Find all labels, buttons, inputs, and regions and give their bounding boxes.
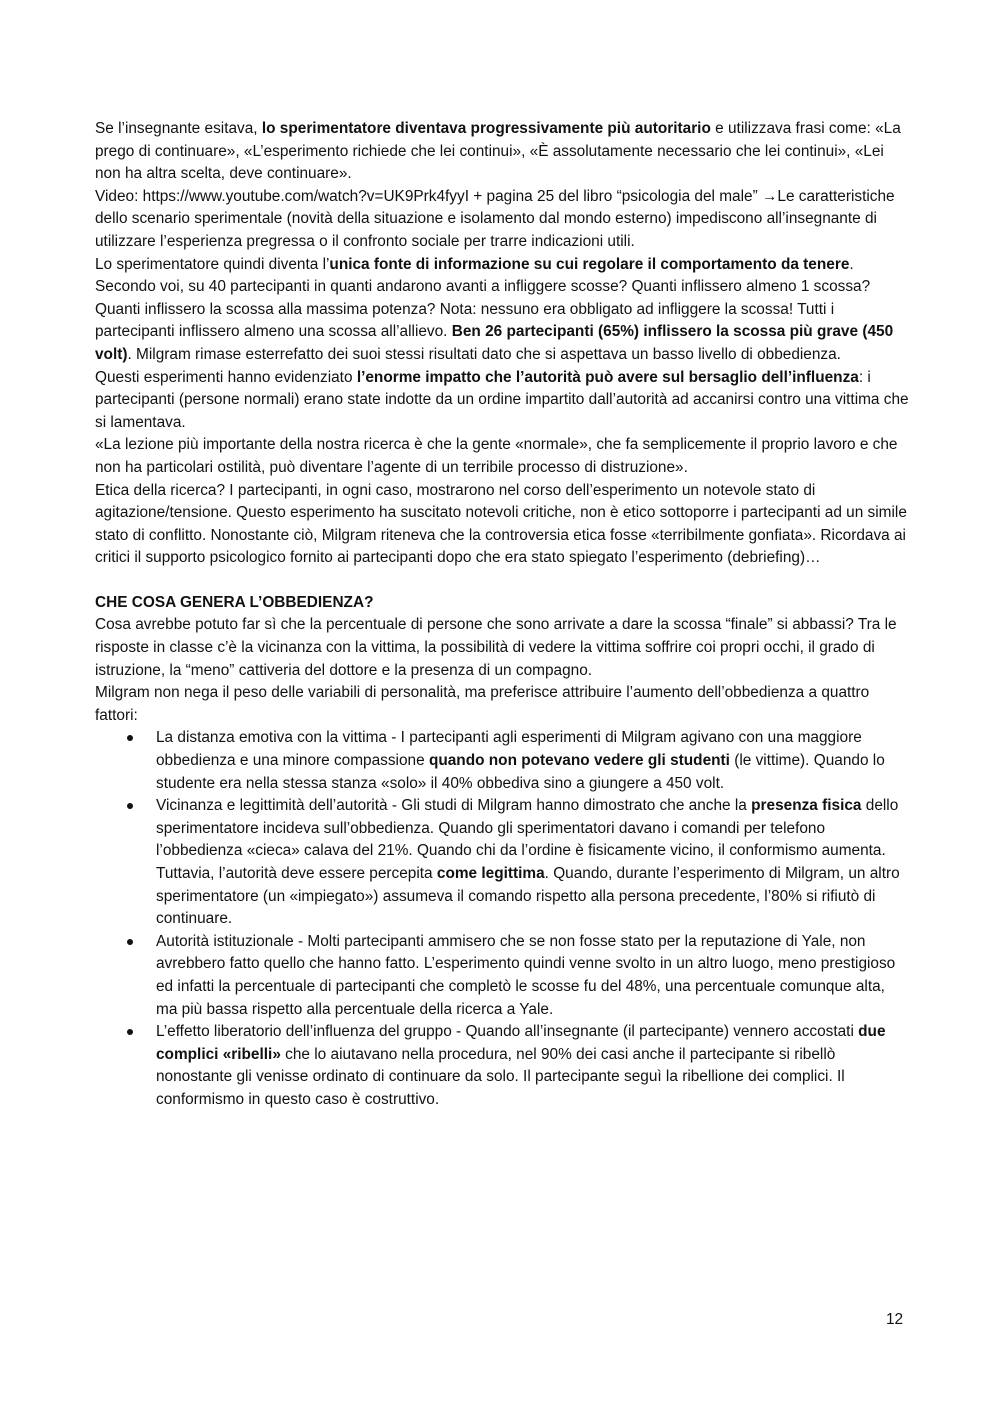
list-item-emotional-distance: [95, 727, 910, 795]
paragraph-four-factors-intro: Milgram non nega il peso delle variabili di personalità, ma preferisce attribuire l’aumento dell’obbedienza a quattro fattori:: [95, 684, 870, 724]
bold-text: come legittima: [436, 865, 545, 882]
paragraph-experimenter-authority: [95, 118, 910, 186]
text-run: La distanza emotiva con la vittima - I partecipanti agli esperimenti di Milgram agivano con una maggiore obbedienza e una minore compassione: [156, 729, 862, 770]
bullet-icon: [127, 803, 133, 809]
paragraph-research-ethics: Etica della ricerca? I partecipanti, in ogni caso, mostrarono nel corso dell’esperimento un notevole stato di agitazione/tensione. Questo esperimento ha suscitato notevoli critiche, non è etico sottoporre i partecipanti ad un simile stato di conflitto. Nonostante ciò, Milgram riteneva che la controversia etica fosse «terribilmente gonfiata». Ricordava ai critici il supporto psicologico fornito ai partecipanti dopo che era stato spiegato l’esperimento (debriefing)…: [95, 481, 907, 567]
list-item-authority-proximity: [95, 795, 910, 931]
bold-text: unica fonte di informazione su cui regolare il comportamento da tenere: [329, 255, 850, 273]
list-item-group-influence: [95, 1021, 910, 1111]
bold-text: l’enorme impatto che l’autorità può avere sul bersaglio dell’influenza: [356, 368, 859, 386]
page-number: 12: [886, 1311, 904, 1328]
bold-text: Ben 26 partecipanti (65%) inflissero la scossa più grave (450 volt): [95, 323, 894, 363]
paragraph-only-source: [95, 254, 910, 277]
text-run: che lo aiutavano nella procedura, nel 90% dei casi anche il partecipante si ribellò nonostante gli venisse ordinato di continuare da solo. Il partecipante seguì la ribellione dei complici. Il conformismo in questo caso è costruttivo.: [156, 1045, 845, 1108]
paragraph-quote: «La lezione più importante della nostra ricerca è che la gente «normale», che fa semplicemente il proprio lavoro e che non ha particolari ostilità, può diventare l’agente di un terribile processo di distruzione».: [95, 436, 898, 476]
bold-text: lo sperimentatore diventava progressivamente più autoritario: [261, 120, 711, 137]
text-run: : i partecipanti (persone normali) erano state indotte da un ordine impartito dall’autorità ad accanirsi contro una vittima che si lamentava.: [95, 368, 909, 431]
list-item-institutional-authority: [95, 931, 910, 1021]
text-run: Autorità istituzionale - Molti partecipanti ammisero che se non fosse stato per la reputazione di Yale, non avrebbero fatto quello che hanno fatto. L’esperimento quindi venne svolto in un altro luogo, meno prestigioso ed infatti la percentuale di partecipanti che completò le scosse fu del 48%, una percentuale comunque alta, ma più bassa rispetto alla percentuale della ricerca a Yale.: [156, 932, 896, 1018]
text-run: e utilizzava frasi come: «La prego di continuare», «L’esperimento richiede che lei continui», «È assolutamente necessario che lei continui», «Lei non ha altra scelta, deve continuare».: [95, 120, 901, 183]
paragraph-authority-impact: [95, 367, 910, 435]
bullet-icon: [127, 1029, 133, 1035]
text-run: dello sperimentatore incideva sull’obbedienza. Quando gli sperimentatori davano i comandi per telefono l’obbedienza «cieca» calava del 21%. Quando chi da l’ordine è fisicamente vicino, il conformismo aumenta. Tuttavia, l’autorità deve essere percepita: [156, 797, 899, 882]
text-run: (le vittime). Quando lo studente era nella stessa stanza «solo» il 40% obbediva sino a giungere a 450 volt.: [156, 752, 885, 792]
text-run: Questi esperimenti hanno evidenziato: [95, 368, 357, 386]
bold-text: due complici «ribelli»: [156, 1023, 886, 1063]
bold-text: presenza fisica: [751, 797, 862, 815]
paragraph-participants-results: [95, 276, 910, 366]
document-page: [95, 118, 910, 1112]
text-run: Lo sperimentatore quindi diventa l’: [95, 255, 330, 273]
text-run: . Milgram rimase esterrefatto dei suoi stessi risultati dato che si aspettava un basso livello di obbedienza.: [127, 345, 841, 363]
section-heading: CHE COSA GENERA L’OBBEDIENZA?: [95, 593, 374, 611]
text-run: Se l’insegnante esitava,: [95, 120, 262, 137]
paragraph-video-reference: Video: https://www.youtube.com/watch?v=UK9Prk4fyyI + pagina 25 del libro “psicologia del male” →Le caratteristiche dello scenario sperimentale (novità della situazione e isolamento dal mondo esterno) impediscono all’insegnante di utilizzare l’esperienza pregressa o il confronto sociale per trarre indicazioni utili.: [95, 187, 895, 250]
bullet-icon: [127, 939, 133, 945]
paragraph-class-answers: Cosa avrebbe potuto far sì che la percentuale di persone che sono arrivate a dare la scossa “finale” si abbassi? Tra le risposte in classe c’è la vicinanza con la vittima, la possibilità di vedere la vittima soffrire coi propri occhi, il grado di istruzione, la “meno” cattiveria del dottore e la presenza di un compagno.: [95, 616, 897, 679]
text-run: .: [849, 255, 854, 273]
paragraph-gap: [95, 570, 910, 592]
text-run: Vicinanza e legittimità dell’autorità - Gli studi di Milgram hanno dimostrato che anche la: [156, 797, 752, 815]
text-run: Secondo voi, su 40 partecipanti in quanti andarono avanti a infliggere scosse? Quanti inflissero almeno 1 scossa? Quanti inflissero la scossa alla massima potenza? Nota: nessuno era obbligato ad infliggere la scossa! Tutti i partecipanti inflissero almeno una scossa all’allievo.: [95, 278, 871, 341]
factors-list: [95, 727, 910, 1111]
text-run: . Quando, durante l’esperimento di Milgram, un altro sperimentatore (un «impiegato») assumeva il comando rispetto alla persona precedente, l’80% si rifiutò di continuare.: [156, 865, 900, 928]
bullet-icon: [127, 735, 133, 741]
text-run: L’effetto liberatorio dell’influenza del gruppo - Quando all’insegnante (il partecipante) vennero accostati: [156, 1023, 859, 1041]
bold-text: quando non potevano vedere gli studenti: [428, 752, 730, 770]
